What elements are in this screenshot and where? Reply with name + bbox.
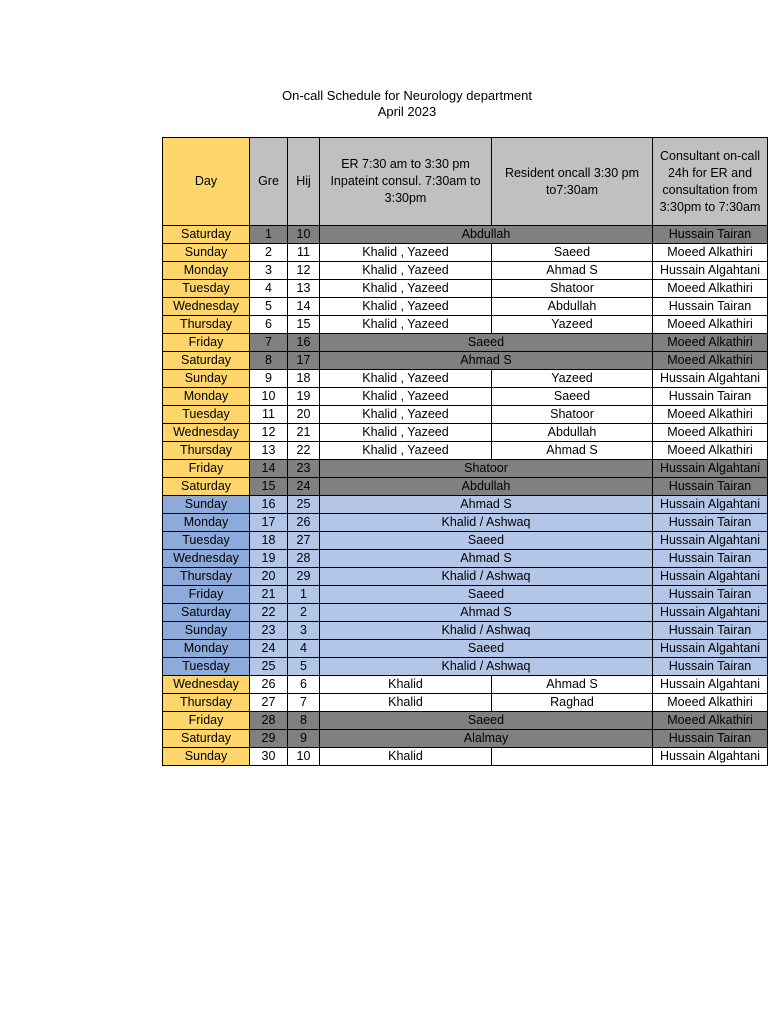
table-row bbox=[163, 352, 768, 370]
resident-cell: Ahmad S bbox=[492, 676, 653, 694]
table-row bbox=[163, 658, 768, 676]
hijri-date-cell: 17 bbox=[288, 352, 320, 370]
hijri-date-cell: 18 bbox=[288, 370, 320, 388]
day-cell: Wednesday bbox=[163, 298, 250, 316]
oncall-merged-cell: Saeed bbox=[320, 586, 653, 604]
gregorian-date-cell: 17 bbox=[250, 514, 288, 532]
er-cell: Khalid , Yazeed bbox=[320, 262, 492, 280]
day-cell: Tuesday bbox=[163, 406, 250, 424]
oncall-merged-cell: Khalid / Ashwaq bbox=[320, 658, 653, 676]
hijri-date-cell: 3 bbox=[288, 622, 320, 640]
header-gregorian: Gre bbox=[250, 138, 288, 226]
gregorian-date-cell: 13 bbox=[250, 442, 288, 460]
table-row bbox=[163, 406, 768, 424]
er-cell: Khalid , Yazeed bbox=[320, 244, 492, 262]
gregorian-date-cell: 15 bbox=[250, 478, 288, 496]
day-cell: Monday bbox=[163, 514, 250, 532]
gregorian-date-cell: 1 bbox=[250, 226, 288, 244]
consultant-cell: Hussain Algahtani bbox=[653, 496, 768, 514]
resident-cell: Yazeed bbox=[492, 316, 653, 334]
table-row bbox=[163, 586, 768, 604]
day-cell: Wednesday bbox=[163, 550, 250, 568]
resident-cell: Raghad bbox=[492, 694, 653, 712]
consultant-cell: Hussain Algahtani bbox=[653, 640, 768, 658]
table-row bbox=[163, 550, 768, 568]
table-row bbox=[163, 640, 768, 658]
gregorian-date-cell: 14 bbox=[250, 460, 288, 478]
hijri-date-cell: 4 bbox=[288, 640, 320, 658]
consultant-cell: Hussain Algahtani bbox=[653, 748, 768, 766]
gregorian-date-cell: 25 bbox=[250, 658, 288, 676]
hijri-date-cell: 27 bbox=[288, 532, 320, 550]
hijri-date-cell: 9 bbox=[288, 730, 320, 748]
consultant-cell: Moeed Alkathiri bbox=[653, 316, 768, 334]
table-row bbox=[163, 370, 768, 388]
gregorian-date-cell: 24 bbox=[250, 640, 288, 658]
gregorian-date-cell: 9 bbox=[250, 370, 288, 388]
hijri-date-cell: 24 bbox=[288, 478, 320, 496]
consultant-cell: Hussain Tairan bbox=[653, 298, 768, 316]
hijri-date-cell: 25 bbox=[288, 496, 320, 514]
hijri-date-cell: 11 bbox=[288, 244, 320, 262]
table-row bbox=[163, 262, 768, 280]
gregorian-date-cell: 10 bbox=[250, 388, 288, 406]
gregorian-date-cell: 22 bbox=[250, 604, 288, 622]
er-cell: Khalid , Yazeed bbox=[320, 388, 492, 406]
consultant-cell: Hussain Tairan bbox=[653, 730, 768, 748]
table-row bbox=[163, 712, 768, 730]
day-cell: Friday bbox=[163, 334, 250, 352]
gregorian-date-cell: 19 bbox=[250, 550, 288, 568]
day-cell: Friday bbox=[163, 586, 250, 604]
hijri-date-cell: 10 bbox=[288, 748, 320, 766]
day-cell: Saturday bbox=[163, 226, 250, 244]
consultant-cell: Moeed Alkathiri bbox=[653, 244, 768, 262]
day-cell: Monday bbox=[163, 262, 250, 280]
table-row bbox=[163, 460, 768, 478]
table-row bbox=[163, 730, 768, 748]
consultant-cell: Moeed Alkathiri bbox=[653, 424, 768, 442]
er-cell: Khalid , Yazeed bbox=[320, 424, 492, 442]
er-cell: Khalid , Yazeed bbox=[320, 370, 492, 388]
day-cell: Saturday bbox=[163, 604, 250, 622]
gregorian-date-cell: 27 bbox=[250, 694, 288, 712]
day-cell: Thursday bbox=[163, 694, 250, 712]
table-row bbox=[163, 280, 768, 298]
table-row bbox=[163, 316, 768, 334]
resident-cell: Ahmad S bbox=[492, 442, 653, 460]
consultant-cell: Moeed Alkathiri bbox=[653, 694, 768, 712]
resident-cell: Shatoor bbox=[492, 280, 653, 298]
table-row bbox=[163, 442, 768, 460]
day-cell: Friday bbox=[163, 460, 250, 478]
consultant-cell: Hussain Tairan bbox=[653, 622, 768, 640]
hijri-date-cell: 1 bbox=[288, 586, 320, 604]
er-cell: Khalid , Yazeed bbox=[320, 298, 492, 316]
day-cell: Sunday bbox=[163, 748, 250, 766]
consultant-cell: Hussain Tairan bbox=[653, 478, 768, 496]
table-row bbox=[163, 676, 768, 694]
oncall-merged-cell: Ahmad S bbox=[320, 604, 653, 622]
consultant-cell: Hussain Algahtani bbox=[653, 262, 768, 280]
oncall-merged-cell: Ahmad S bbox=[320, 550, 653, 568]
schedule-title: On-call Schedule for Neurology department bbox=[281, 88, 533, 103]
table-row bbox=[163, 424, 768, 442]
day-cell: Tuesday bbox=[163, 658, 250, 676]
table-row bbox=[163, 604, 768, 622]
oncall-merged-cell: Saeed bbox=[320, 640, 653, 658]
hijri-date-cell: 19 bbox=[288, 388, 320, 406]
resident-cell: Ahmad S bbox=[492, 262, 653, 280]
consultant-cell: Moeed Alkathiri bbox=[653, 406, 768, 424]
oncall-merged-cell: Ahmad S bbox=[320, 352, 653, 370]
hijri-date-cell: 20 bbox=[288, 406, 320, 424]
header-resident: Resident oncall 3:30 pm to7:30am bbox=[492, 138, 653, 226]
resident-cell: Shatoor bbox=[492, 406, 653, 424]
hijri-date-cell: 2 bbox=[288, 604, 320, 622]
hijri-date-cell: 29 bbox=[288, 568, 320, 586]
consultant-cell: Moeed Alkathiri bbox=[653, 334, 768, 352]
schedule-body bbox=[163, 226, 768, 766]
hijri-date-cell: 7 bbox=[288, 694, 320, 712]
gregorian-date-cell: 2 bbox=[250, 244, 288, 262]
day-cell: Saturday bbox=[163, 478, 250, 496]
oncall-merged-cell: Alalmay bbox=[320, 730, 653, 748]
schedule-month: April 2023 bbox=[377, 104, 437, 119]
table-row bbox=[163, 244, 768, 262]
day-cell: Thursday bbox=[163, 568, 250, 586]
gregorian-date-cell: 23 bbox=[250, 622, 288, 640]
consultant-cell: Moeed Alkathiri bbox=[653, 352, 768, 370]
day-cell: Saturday bbox=[163, 730, 250, 748]
day-cell: Sunday bbox=[163, 244, 250, 262]
consultant-cell: Hussain Algahtani bbox=[653, 568, 768, 586]
gregorian-date-cell: 11 bbox=[250, 406, 288, 424]
table-row bbox=[163, 298, 768, 316]
consultant-cell: Moeed Alkathiri bbox=[653, 442, 768, 460]
gregorian-date-cell: 20 bbox=[250, 568, 288, 586]
table-row bbox=[163, 532, 768, 550]
hijri-date-cell: 23 bbox=[288, 460, 320, 478]
er-cell: Khalid , Yazeed bbox=[320, 280, 492, 298]
consultant-cell: Hussain Tairan bbox=[653, 388, 768, 406]
hijri-date-cell: 6 bbox=[288, 676, 320, 694]
resident-cell: Abdullah bbox=[492, 298, 653, 316]
table-row bbox=[163, 694, 768, 712]
day-cell: Sunday bbox=[163, 496, 250, 514]
er-cell: Khalid , Yazeed bbox=[320, 442, 492, 460]
table-row bbox=[163, 514, 768, 532]
oncall-merged-cell: Ahmad S bbox=[320, 496, 653, 514]
resident-cell: Yazeed bbox=[492, 370, 653, 388]
er-cell: Khalid bbox=[320, 748, 492, 766]
resident-cell bbox=[492, 748, 653, 766]
gregorian-date-cell: 21 bbox=[250, 586, 288, 604]
day-cell: Monday bbox=[163, 388, 250, 406]
consultant-cell: Hussain Tairan bbox=[653, 514, 768, 532]
er-cell: Khalid bbox=[320, 694, 492, 712]
hijri-date-cell: 14 bbox=[288, 298, 320, 316]
consultant-cell: Hussain Algahtani bbox=[653, 676, 768, 694]
hijri-date-cell: 15 bbox=[288, 316, 320, 334]
table-row bbox=[163, 622, 768, 640]
hijri-date-cell: 12 bbox=[288, 262, 320, 280]
consultant-cell: Moeed Alkathiri bbox=[653, 280, 768, 298]
day-cell: Thursday bbox=[163, 316, 250, 334]
hijri-date-cell: 10 bbox=[288, 226, 320, 244]
day-cell: Saturday bbox=[163, 352, 250, 370]
table-row bbox=[163, 568, 768, 586]
schedule-table bbox=[162, 137, 768, 766]
resident-cell: Saeed bbox=[492, 244, 653, 262]
oncall-merged-cell: Abdullah bbox=[320, 226, 653, 244]
hijri-date-cell: 13 bbox=[288, 280, 320, 298]
er-cell: Khalid , Yazeed bbox=[320, 316, 492, 334]
consultant-cell: Moeed Alkathiri bbox=[653, 712, 768, 730]
resident-cell: Abdullah bbox=[492, 424, 653, 442]
oncall-merged-cell: Shatoor bbox=[320, 460, 653, 478]
gregorian-date-cell: 7 bbox=[250, 334, 288, 352]
gregorian-date-cell: 8 bbox=[250, 352, 288, 370]
header-hijri: Hij bbox=[288, 138, 320, 226]
table-row bbox=[163, 748, 768, 766]
table-row bbox=[163, 496, 768, 514]
oncall-merged-cell: Saeed bbox=[320, 334, 653, 352]
gregorian-date-cell: 28 bbox=[250, 712, 288, 730]
day-cell: Thursday bbox=[163, 442, 250, 460]
header-er: ER 7:30 am to 3:30 pm Inpateint consul. 7:30am to 3:30pm bbox=[320, 138, 492, 226]
hijri-date-cell: 26 bbox=[288, 514, 320, 532]
hijri-date-cell: 8 bbox=[288, 712, 320, 730]
oncall-merged-cell: Saeed bbox=[320, 532, 653, 550]
gregorian-date-cell: 26 bbox=[250, 676, 288, 694]
consultant-cell: Hussain Algahtani bbox=[653, 532, 768, 550]
gregorian-date-cell: 4 bbox=[250, 280, 288, 298]
gregorian-date-cell: 18 bbox=[250, 532, 288, 550]
day-cell: Sunday bbox=[163, 622, 250, 640]
gregorian-date-cell: 5 bbox=[250, 298, 288, 316]
day-cell: Friday bbox=[163, 712, 250, 730]
oncall-merged-cell: Khalid / Ashwaq bbox=[320, 514, 653, 532]
day-cell: Tuesday bbox=[163, 532, 250, 550]
oncall-merged-cell: Khalid / Ashwaq bbox=[320, 622, 653, 640]
day-cell: Sunday bbox=[163, 370, 250, 388]
consultant-cell: Hussain Tairan bbox=[653, 658, 768, 676]
day-cell: Tuesday bbox=[163, 280, 250, 298]
oncall-merged-cell: Abdullah bbox=[320, 478, 653, 496]
table-row bbox=[163, 478, 768, 496]
day-cell: Wednesday bbox=[163, 676, 250, 694]
gregorian-date-cell: 16 bbox=[250, 496, 288, 514]
hijri-date-cell: 21 bbox=[288, 424, 320, 442]
oncall-merged-cell: Khalid / Ashwaq bbox=[320, 568, 653, 586]
gregorian-date-cell: 30 bbox=[250, 748, 288, 766]
hijri-date-cell: 22 bbox=[288, 442, 320, 460]
oncall-merged-cell: Saeed bbox=[320, 712, 653, 730]
day-cell: Wednesday bbox=[163, 424, 250, 442]
table-row bbox=[163, 334, 768, 352]
resident-cell: Saeed bbox=[492, 388, 653, 406]
gregorian-date-cell: 3 bbox=[250, 262, 288, 280]
table-row bbox=[163, 388, 768, 406]
header-row bbox=[163, 138, 768, 226]
hijri-date-cell: 28 bbox=[288, 550, 320, 568]
consultant-cell: Hussain Algahtani bbox=[653, 604, 768, 622]
day-cell: Monday bbox=[163, 640, 250, 658]
gregorian-date-cell: 12 bbox=[250, 424, 288, 442]
gregorian-date-cell: 6 bbox=[250, 316, 288, 334]
er-cell: Khalid , Yazeed bbox=[320, 406, 492, 424]
consultant-cell: Hussain Tairan bbox=[653, 586, 768, 604]
table-row bbox=[163, 226, 768, 244]
gregorian-date-cell: 29 bbox=[250, 730, 288, 748]
consultant-cell: Hussain Algahtani bbox=[653, 460, 768, 478]
hijri-date-cell: 5 bbox=[288, 658, 320, 676]
consultant-cell: Hussain Tairan bbox=[653, 550, 768, 568]
consultant-cell: Hussain Algahtani bbox=[653, 370, 768, 388]
header-day: Day bbox=[163, 138, 250, 226]
header-consultant: Consultant on-call 24h for ER and consultation from 3:30pm to 7:30am bbox=[653, 138, 768, 226]
consultant-cell: Hussain Tairan bbox=[653, 226, 768, 244]
er-cell: Khalid bbox=[320, 676, 492, 694]
hijri-date-cell: 16 bbox=[288, 334, 320, 352]
